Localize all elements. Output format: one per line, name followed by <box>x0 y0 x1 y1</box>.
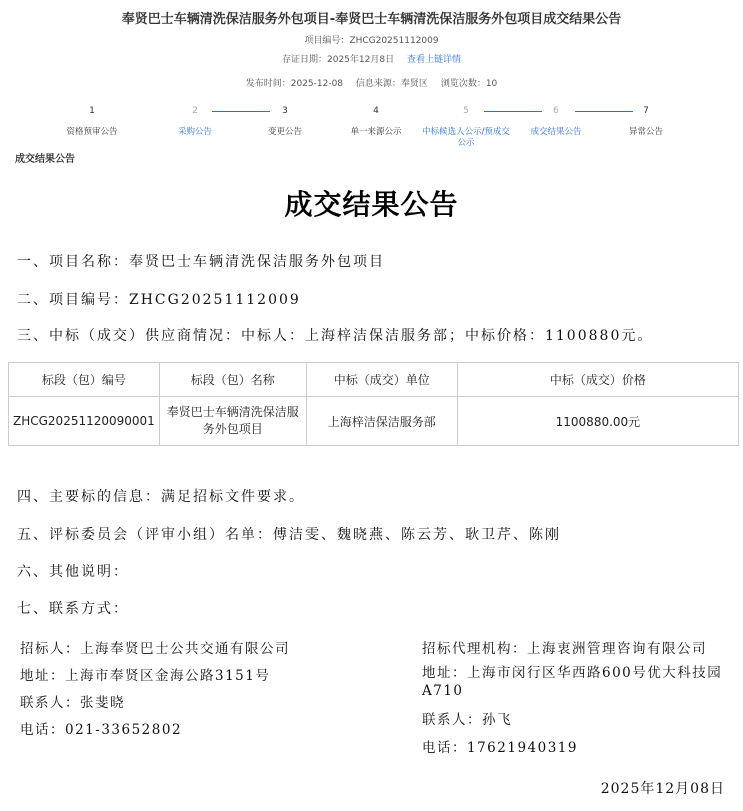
step-number: 7 <box>643 106 649 116</box>
process-steps <box>32 104 712 154</box>
committee-line: 五、评标委员会（评审小组）名单：傅洁雯、魏晓燕、陈云芳、耿卫芹、陈刚 <box>17 527 561 543</box>
step-1[interactable] <box>47 104 137 138</box>
step-label: 异常公告 <box>628 127 663 137</box>
project-number-text: 项目编号：ZHCG20251112009 <box>304 36 439 46</box>
document-title: 成交结果公告 <box>284 188 459 221</box>
step-label: 成交结果公告 <box>530 127 582 137</box>
table-cell: 奉贤巴士车辆清洗保洁服务外包项目 <box>159 397 306 446</box>
column-header: 中标（成交）价格 <box>457 363 738 397</box>
column-header: 标段（包）编号 <box>9 363 160 397</box>
step-5[interactable] <box>421 104 511 149</box>
chain-detail-link[interactable]: 查看上链详情 <box>406 55 461 65</box>
view-count: 浏览次数：10 <box>440 79 498 89</box>
step-label: 采购公告 <box>177 127 212 137</box>
tenderer-address: 地址：上海市奉贤区金海公路3151号 <box>20 668 271 684</box>
winner-line: 三、中标（成交）供应商情况：中标人：上海梓洁保洁服务部；中标价格：1100880元。 <box>17 328 654 344</box>
tenderer-contact: 联系人：张斐晓 <box>20 695 125 711</box>
step-3[interactable] <box>240 104 330 138</box>
step-7[interactable] <box>601 104 691 138</box>
page-title: 奉贤巴士车辆清洗保洁服务外包项目-奉贤巴士车辆清洗保洁服务外包项目成交结果公告 <box>121 12 622 27</box>
info-source: 信息来源：奉贤区 <box>355 79 428 89</box>
step-number: 4 <box>373 106 379 116</box>
publish-time: 发布时间：2025-12-08 <box>245 79 344 89</box>
table-cell: 上海梓洁保洁服务部 <box>306 397 457 446</box>
agency-contact: 联系人：孙飞 <box>422 712 512 728</box>
step-6[interactable] <box>511 104 601 138</box>
result-table <box>8 362 739 446</box>
step-label: 中标候选人公示/预成交公示 <box>422 127 510 148</box>
table-header-row <box>9 363 739 397</box>
agency-phone: 电话：17621940319 <box>422 740 578 756</box>
table-cell: ZHCG20251120090001 <box>9 397 160 446</box>
tenderer-phone: 电话：021-33652802 <box>20 722 183 738</box>
table-row <box>9 397 739 446</box>
main-subject-line: 四、主要标的信息：满足招标文件要求。 <box>17 489 305 505</box>
project-number <box>0 33 743 46</box>
other-notes-line: 六、其他说明： <box>17 564 129 580</box>
step-number: 5 <box>463 106 469 116</box>
column-header: 中标（成交）单位 <box>306 363 457 397</box>
evidence-row <box>0 52 743 65</box>
step-number: 2 <box>192 106 198 116</box>
contact-heading: 七、联系方式： <box>17 601 129 617</box>
table-cell: 1100880.00元 <box>457 397 738 446</box>
step-label: 资格预审公告 <box>66 127 118 137</box>
tenderer: 招标人：上海奉贤巴士公共交通有限公司 <box>20 641 290 657</box>
agency: 招标代理机构：上海衷洲管理咨询有限公司 <box>422 641 707 657</box>
step-4[interactable] <box>331 104 421 138</box>
column-header: 标段（包）名称 <box>159 363 306 397</box>
step-label: 变更公告 <box>267 127 302 137</box>
step-number: 1 <box>89 106 95 116</box>
project-name-line: 一、项目名称：奉贤巴士车辆清洗保洁服务外包项目 <box>17 254 385 270</box>
step-label: 单一来源公示 <box>350 127 402 137</box>
section-label: 成交结果公告 <box>15 154 75 165</box>
agency-address: 地址：上海市闵行区华西路600号优大科技园A710 <box>422 665 723 699</box>
step-2[interactable] <box>150 104 240 138</box>
step-number: 3 <box>282 106 288 116</box>
publish-date: 2025年12月08日 <box>600 781 725 797</box>
evidence-date: 存证日期：2025年12月8日 <box>282 55 395 65</box>
project-number-line: 二、项目编号：ZHCG20251112009 <box>17 292 301 308</box>
step-number: 6 <box>553 106 559 116</box>
publish-meta-row <box>0 76 743 89</box>
